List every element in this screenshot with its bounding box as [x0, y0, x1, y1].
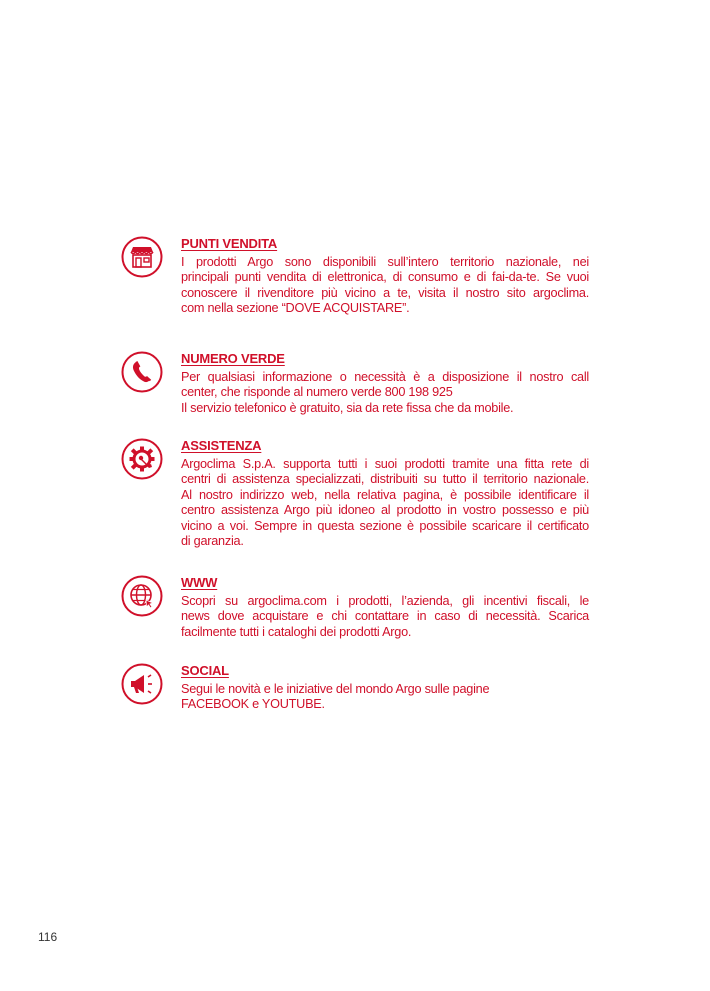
section-title: NUMERO VERDE — [181, 351, 285, 366]
store-icon — [121, 236, 163, 278]
body-line: FACEBOOK e YOUTUBE. — [181, 697, 325, 712]
body-line: vicino a voi. Sempre in questa sezione è possibile scaricare il certificato — [181, 518, 589, 533]
body-line: com nella sezione “DOVE ACQUISTARE”. — [181, 301, 410, 316]
section-title: SOCIAL — [181, 663, 229, 678]
body-line: facilmente tutti i cataloghi dei prodotti Argo. — [181, 624, 412, 639]
section-title: PUNTI VENDITA — [181, 236, 278, 251]
section-title: ASSISTENZA — [181, 438, 262, 453]
section-body — [181, 682, 589, 713]
body-line: di garanzia. — [181, 534, 244, 549]
section-text — [181, 575, 589, 640]
section-text — [181, 351, 589, 416]
section-body — [181, 457, 589, 549]
section-body — [181, 594, 589, 640]
body-line: centri di assistenza specializzati, distribuiti su tutto il territorio nazionale. — [181, 472, 589, 487]
body-line: Per qualsiasi informazione o necessità è a disposizione il nostro call — [181, 370, 589, 384]
body-line: Segui le novità e le iniziative del mondo Argo sulle pagine — [181, 682, 490, 696]
megaphone-icon — [121, 663, 163, 705]
phone-icon — [121, 351, 163, 393]
body-line: Scopri su argoclima.com i prodotti, l’azienda, gli incentivi fiscali, le — [181, 594, 589, 608]
globe-icon — [121, 575, 163, 617]
page-number: 116 — [38, 930, 58, 944]
section-body — [181, 255, 589, 317]
body-line: principali punti vendita di elettronica, di consumo e di fai-da-te. Se vuoi — [181, 270, 589, 285]
body-line: I prodotti Argo sono disponibili sull’intero territorio nazionale, nei — [181, 255, 589, 269]
body-line: Il servizio telefonico è gratuito, sia da rete fissa che da mobile. — [181, 400, 514, 415]
section-text — [181, 236, 589, 317]
section-text — [181, 438, 589, 549]
section-text — [181, 663, 589, 713]
section-body — [181, 370, 589, 416]
body-line: conoscere il rivenditore più vicino a te, visita il nostro sito argoclima. — [181, 285, 589, 300]
gear-wrench-icon — [121, 438, 163, 480]
body-line: centro assistenza Argo più idoneo al prodotto in vostro possesso e più — [181, 503, 589, 518]
body-line: center, che risponde al numero verde 800 198 925 — [181, 385, 453, 400]
body-line: Al nostro indirizzo web, nella relativa pagina, è possibile identificare il — [181, 487, 589, 502]
body-line: news dove acquistare e chi contattare in caso di necessità. Scarica — [181, 609, 589, 624]
section-title: WWW — [181, 575, 218, 590]
body-line: Argoclima S.p.A. supporta tutti i suoi prodotti tramite una fitta rete di — [181, 457, 589, 471]
